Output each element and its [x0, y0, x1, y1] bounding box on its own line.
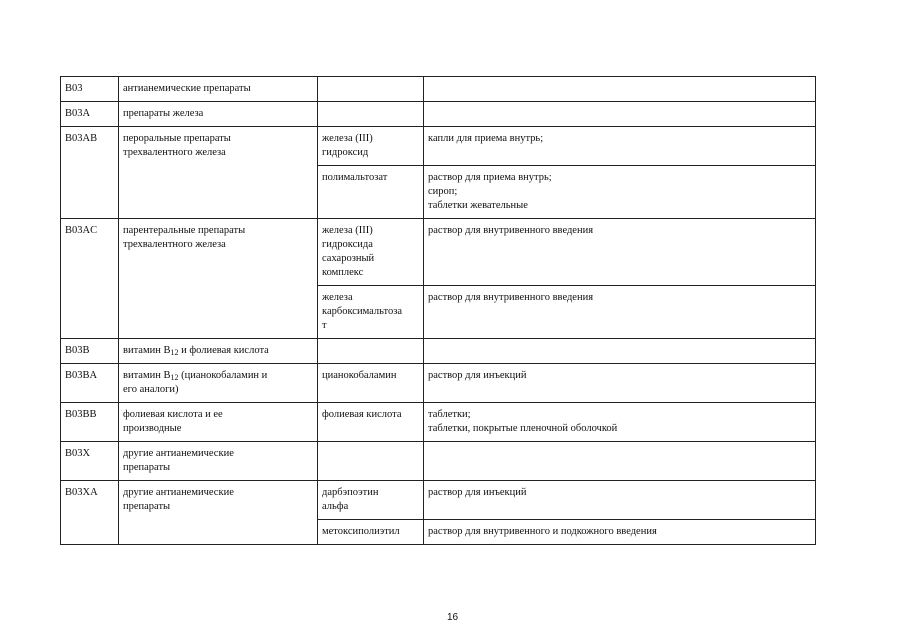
drug-name: метоксиполиэтил	[318, 520, 424, 545]
group-name	[119, 127, 318, 219]
atc-code: B03XA	[61, 481, 119, 545]
subscript: 12	[170, 348, 179, 357]
group-name-line: препараты	[123, 462, 171, 473]
table-row	[61, 364, 816, 403]
atc-code: B03AC	[61, 219, 119, 339]
group-name	[119, 364, 318, 403]
table-row	[61, 127, 816, 166]
table-row	[61, 102, 816, 127]
dosage-form-line: таблетки;	[428, 409, 471, 420]
drug-name-line: дарбэпоэтин	[322, 487, 379, 498]
drug-name: фолиевая кислота	[318, 403, 424, 442]
dosage-form: раствор для внутривенного введения	[424, 286, 816, 339]
dosage-form: раствор для внутривенного введения	[424, 219, 816, 286]
group-name-line: пероральные препараты	[123, 133, 231, 144]
drug-name-line: сахарозный	[322, 253, 375, 264]
table-row	[61, 403, 816, 442]
drug-name	[318, 286, 424, 339]
dosage-form	[424, 102, 816, 127]
drug-classification-table	[60, 76, 816, 545]
table-row	[61, 481, 816, 520]
atc-code: B03A	[61, 102, 119, 127]
group-name: препараты железа	[119, 102, 318, 127]
group-name	[119, 219, 318, 339]
group-name: антианемические препараты	[119, 77, 318, 102]
drug-name-line: железа (III)	[322, 133, 373, 144]
table-row	[61, 77, 816, 102]
atc-code: B03	[61, 77, 119, 102]
dosage-form	[424, 166, 816, 219]
dosage-form-line: таблетки, покрытые пленочной оболочкой	[428, 423, 618, 434]
dosage-form: раствор для инъекций	[424, 364, 816, 403]
drug-name-line: т	[322, 320, 327, 331]
drug-name	[318, 339, 424, 364]
group-name-line: трехвалентного железа	[123, 147, 226, 158]
group-name-part: и фолиевая кислота	[178, 345, 269, 356]
dosage-form-line: раствор для приема внутрь;	[428, 172, 552, 183]
group-name-line: парентеральные препараты	[123, 225, 246, 236]
drug-name: цианокобаламин	[318, 364, 424, 403]
dosage-form: капли для приема внутрь;	[424, 127, 816, 166]
dosage-form	[424, 339, 816, 364]
drug-name-line: железа	[322, 292, 353, 303]
group-name-line: фолиевая кислота и ее	[123, 409, 223, 420]
drug-name-line: гидроксида	[322, 239, 373, 250]
subscript: 12	[170, 373, 179, 382]
group-name-line: другие антианемические	[123, 487, 234, 498]
drug-name: полимальтозат	[318, 166, 424, 219]
atc-code: B03B	[61, 339, 119, 364]
drug-name-line: альфа	[322, 501, 349, 512]
group-name-line: трехвалентного железа	[123, 239, 226, 250]
group-name-part: витамин B	[123, 370, 171, 381]
drug-name-line: гидроксид	[322, 147, 369, 158]
group-name	[119, 442, 318, 481]
dosage-form-line: сироп;	[428, 186, 458, 197]
atc-code: B03X	[61, 442, 119, 481]
drug-name	[318, 77, 424, 102]
atc-code: B03AB	[61, 127, 119, 219]
drug-name-line: карбоксимальтоза	[322, 306, 403, 317]
table-row	[61, 339, 816, 364]
group-name-part: (цианокобаламин и	[178, 370, 268, 381]
drug-name-line: железа (III)	[322, 225, 373, 236]
page-number: 16	[446, 612, 459, 623]
group-name	[119, 481, 318, 545]
group-name-line: его аналоги)	[123, 384, 179, 395]
group-name	[119, 403, 318, 442]
dosage-form	[424, 77, 816, 102]
dosage-form-line: таблетки жевательные	[428, 200, 528, 211]
drug-name	[318, 481, 424, 520]
group-name-part: витамин B	[123, 345, 171, 356]
dosage-form: раствор для инъекций	[424, 481, 816, 520]
group-name-line: другие антианемические	[123, 448, 234, 459]
dosage-form	[424, 442, 816, 481]
group-name-line: препараты	[123, 501, 171, 512]
group-name-line: производные	[123, 423, 182, 434]
dosage-form	[424, 403, 816, 442]
drug-name	[318, 442, 424, 481]
drug-name-line: комплекс	[322, 267, 364, 278]
group-name	[119, 339, 318, 364]
group-name-line	[123, 369, 313, 383]
atc-code: B03BB	[61, 403, 119, 442]
table-row	[61, 442, 816, 481]
drug-name	[318, 219, 424, 286]
dosage-form: раствор для внутривенного и подкожного введения	[424, 520, 816, 545]
atc-code: B03BA	[61, 364, 119, 403]
table-row	[61, 219, 816, 286]
drug-name	[318, 127, 424, 166]
drug-name	[318, 102, 424, 127]
